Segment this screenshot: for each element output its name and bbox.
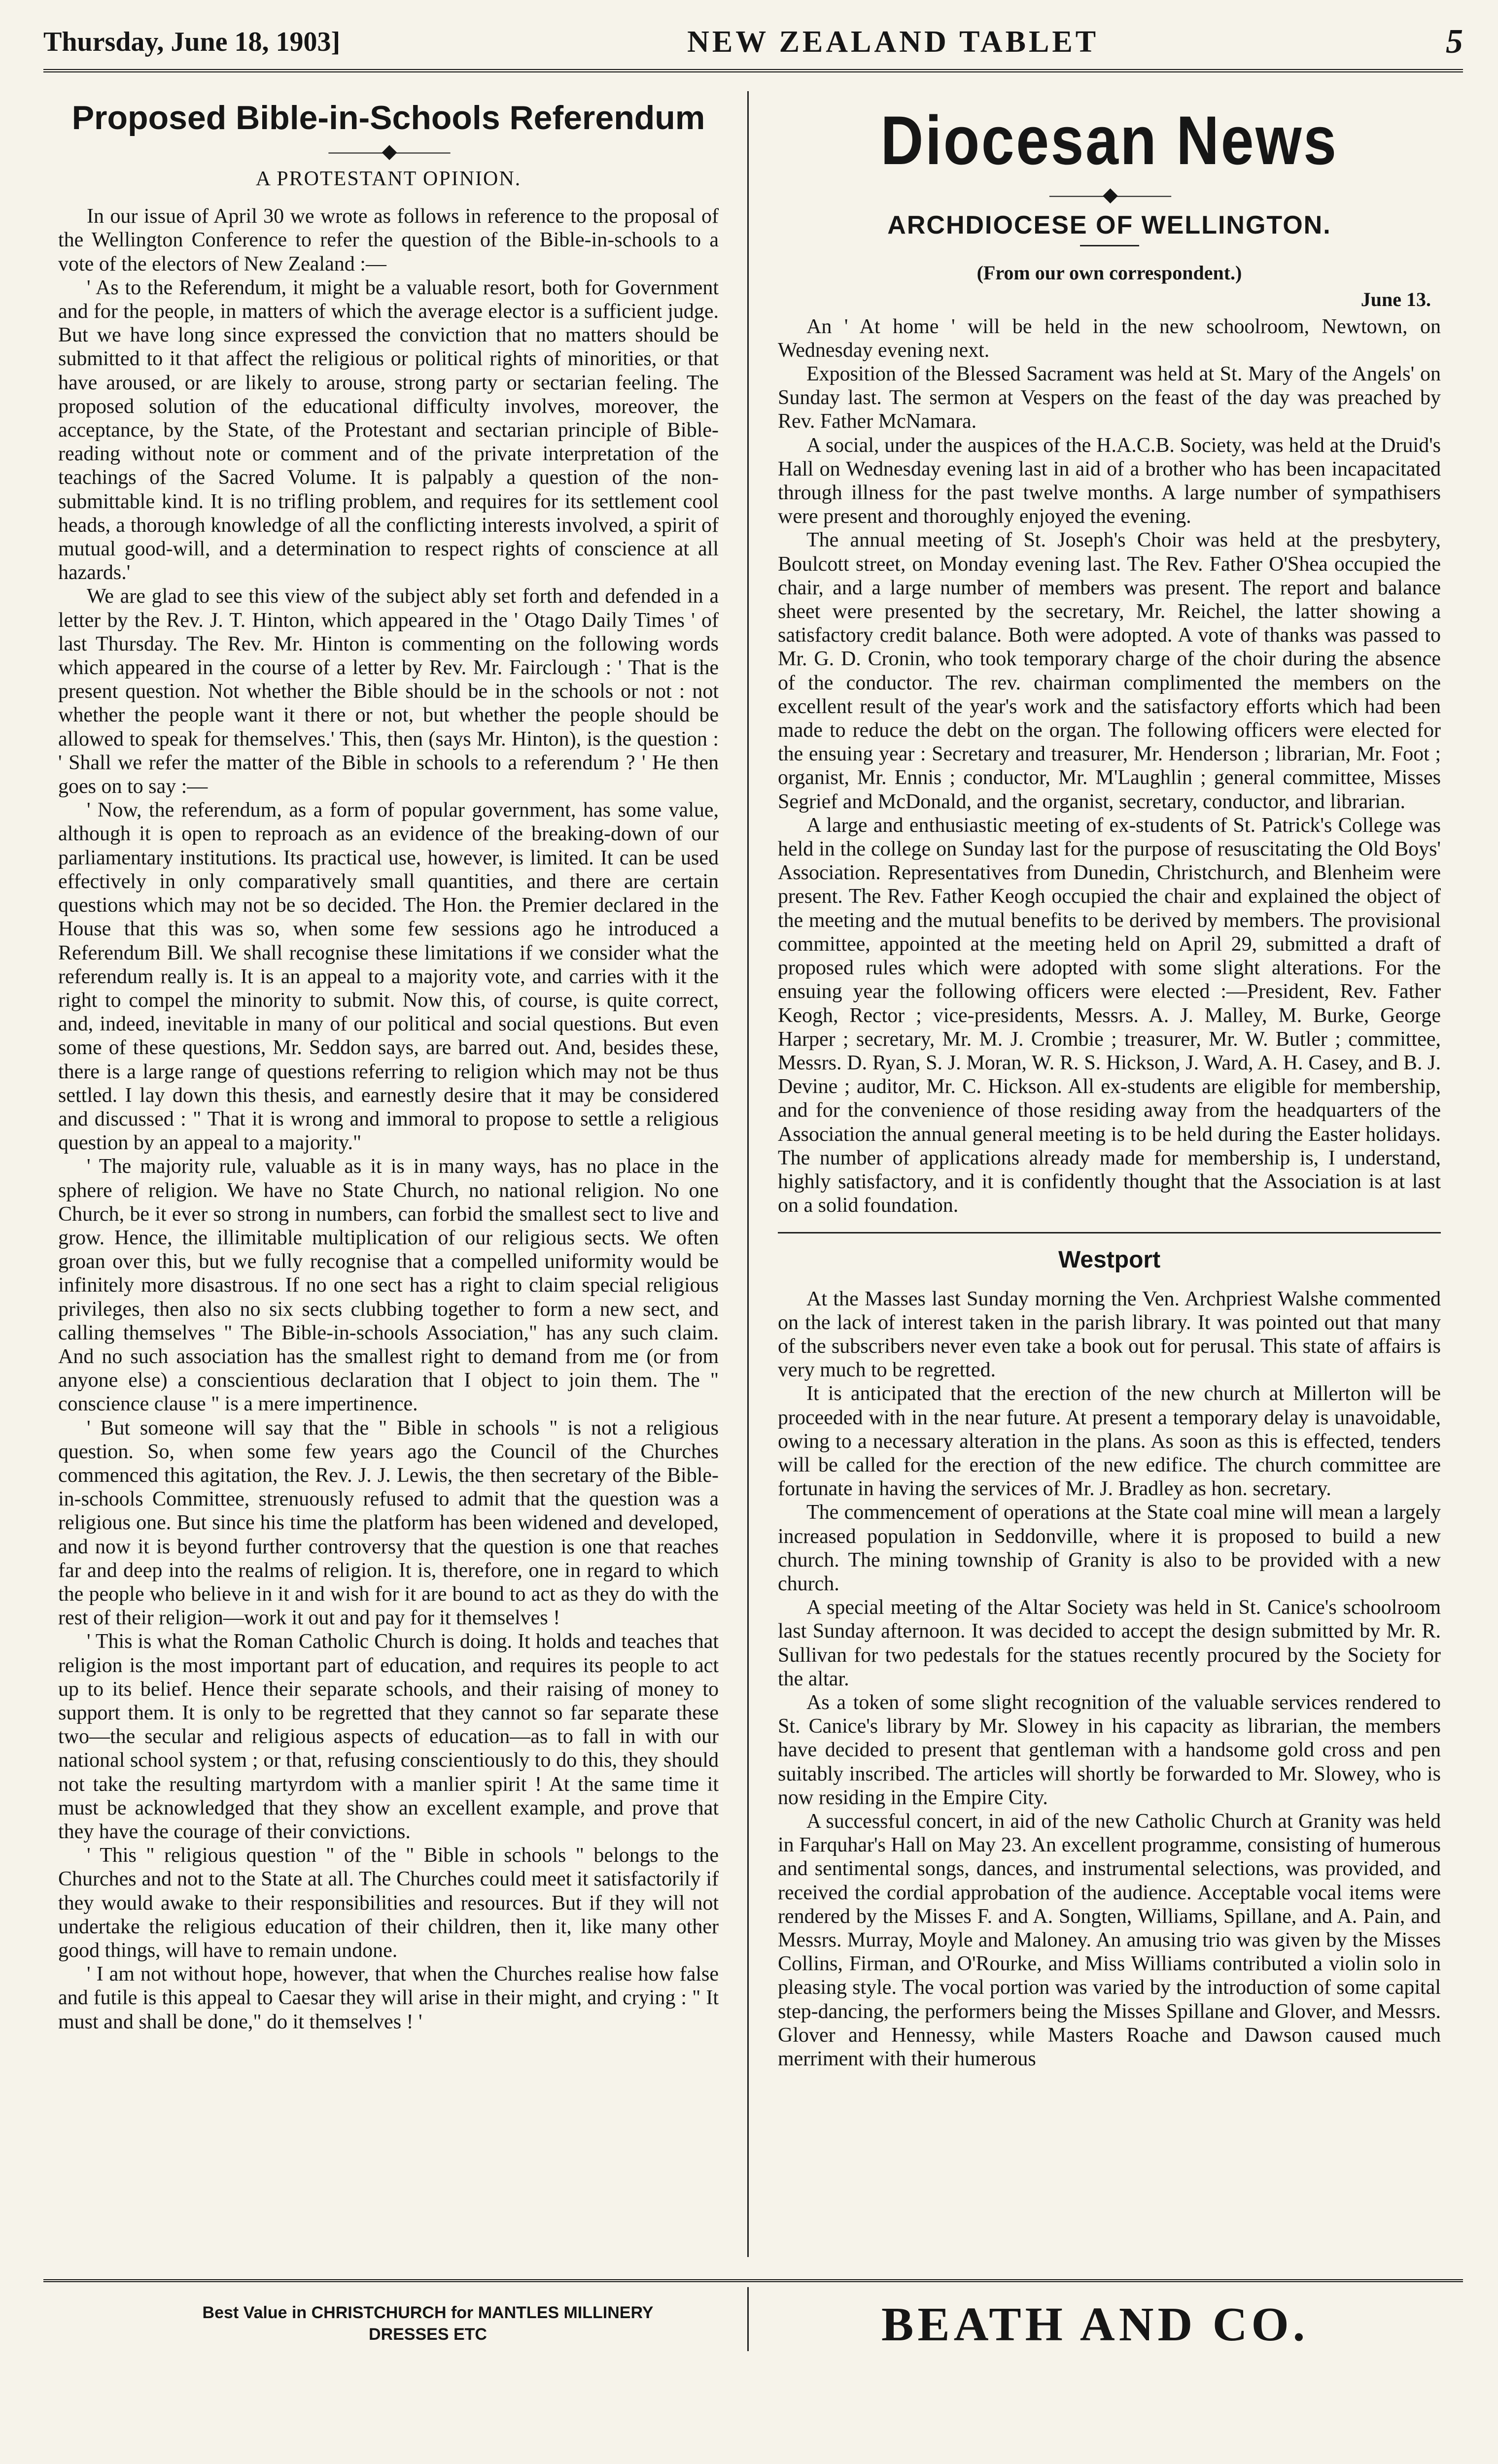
short-rule — [1080, 245, 1139, 246]
byline: (From our own correspondent.) — [976, 262, 1242, 284]
masthead — [43, 15, 1463, 72]
paragraph: The annual meeting of St. Joseph's Choir was held at the presbytery, Boulcott street, on Monday evening last. The Rev. Father O'Shea occupied the chair, and a large number of members was present. The report and balance sheet were presented by the secretary, Mr. Reichel, the latter showing a satisfactory credit balance. Both were adopted. A vote of thanks was passed to Mr. G. D. Cronin, who took temporary charge of the choir during the absence of the conductor. The rev. chairman complimented the members on the excellent result of the year's work and the satisfactory efforts which had been made to reduce the debt on the organ. The following officers were elected for the ensuing year : Secretary and treasurer, Mr. Henderson ; librarian, Mr. Foot ; organist, Mr. Ennis ; conductor, Mr. M'Laughlin ; general committee, Misses Segrief and McDonald, and the organist, secretary, conductor, and librarian. — [778, 529, 1441, 813]
article-headline: Proposed Bible-in-Schools Referendum — [71, 99, 705, 137]
footer-divider — [747, 2287, 749, 2351]
paragraph: The commencement of operations at the State coal mine will mean a largely increased population in Seddonville, where it is proposed to build a new church. The mining township of Granity is also to be provided with a new church. — [778, 1501, 1441, 1595]
paragraph: ' This " religious question " of the " Bible in schools " belongs to the Churches and not to the State at all. The Churches could meet it satisfactorily if they would awake to their responsibilities and resources. But if they will not undertake the religious education of their children, then it, like many other good things, will have to remain undone. — [58, 1844, 719, 1962]
page-number: 5 — [1445, 23, 1463, 61]
paragraph: An ' At home ' will be held in the new schoolroom, Newtown, on Wednesday evening next. — [778, 315, 1441, 362]
paragraph: ' I am not without hope, however, that when the Churches realise how false and futile is this appeal to Caesar they will arise in their might, and crying : " It must and shall be done," do it themselves ! ' — [58, 1963, 719, 2033]
paragraph: It is anticipated that the erection of the new church at Millerton will be proceeded with in the near future. At present a temporary delay is unavoidable, owing to a necessary alteration in the plans. As soon as this is effected, tenders will be called for the erection of the new edifice. The church committee are fortunate in having the services of Mr. J. Bradley as hon. secretary. — [778, 1382, 1441, 1501]
paragraph: ' But someone will say that the " Bible in schools " is not a religious question. So, when some few years ago the Council of the Churches commenced this agitation, the Rev. J. J. Lewis, the then secretary of the Bible-in-schools Committee, strenuously refused to admit that the question was a religious one. But since his time the platform has been widened and developed, and now it is beyond further controversy that the question is one that reaches far and deep into the realms of religion. It is, therefore, one in regard to which the people who believe in it and wish for it are bound to act as they do with the rest of their religion—work it out and pay for it themselves ! — [58, 1416, 719, 1630]
advert-line: Best Value in CHRISTCHURCH for MANTLES MILLINERY — [202, 2303, 654, 2322]
advert-beath: BEATH AND CO. — [881, 2298, 1309, 2351]
paragraph: We are glad to see this view of the subject ably set forth and defended in a letter by the Rev. J. T. Hinton, which appeared in the ' Otago Daily Times ' of last Thursday. The Rev. Mr. Hinton is commenting on the following words which appeared in the course of a letter by Rev. Mr. Fairclough : ' That is the present question. Not whether the Bible should be in the schools or not : not whether the people want it there or not, but whether the people should be allowed to speak for themselves.' This, then (says Mr. Hinton), is the question : ' Shall we refer the matter of the Bible in schools to a referendum ? ' He then goes on to say :— — [58, 585, 719, 798]
column-rule — [747, 91, 749, 2257]
masthead-date: Thursday, June 18, 1903] — [43, 27, 341, 57]
right-column — [778, 91, 1441, 2259]
paragraph: ' Now, the referendum, as a form of popular government, has some value, although it is open to reproach as an evidence of the breaking-down of our parliamentary institutions. Its practical use, however, is limited. It can be used effectively in only comparatively small quantities, and there are certain questions which may not be so decided. The Hon. the Premier declared in the House that this was so, when some few sessions ago he introduced a Referendum Bill. We shall recognise these limitations if we consider what the referendum really is. It is an appeal to a majority vote, and carries with it the right to compel the minority to submit. Now this, of course, is quite correct, and, indeed, inevitable in many of our political and social questions. But even some of these questions, Mr. Seddon says, are barred out. And, besides these, there is a large range of questions referring to religion which may not be thus settled. I lay down this thesis, and earnestly desire that it may be considered and discussed : " That it is wrong and immoral to propose to settle a religious question by an appeal to a majority." — [58, 799, 719, 1155]
paragraph: A successful concert, in aid of the new Catholic Church at Granity was held in Farquhar's Hall on May 23. An excellent programme, consisting of humerous and sentimental songs, dances, and instrumental selections, was provided, and received the cordial approbation of the audience. Acceptable vocal items were rendered by the Misses F. and A. Songten, Williams, Spillane, and A. Pain, and Messrs. Murray, Moyle and Maloney. An amusing trio was given by the Misses Collins, Firman, and O'Rourke, and Miss Williams contributed a violin solo in pleasing style. The vocal portion was varied by the introduction of some capital step-dancing, the performers being the Misses Spillane and Glover, and Messrs. Glover and Hennessy, while Masters Roache and Dawson caused much merriment with their humerous — [778, 1810, 1441, 2071]
masthead-title: NEW ZEALAND TABLET — [687, 25, 1099, 59]
section-heading: ARCHDIOCESE OF WELLINGTON. — [887, 211, 1331, 240]
diocesan-news-headline: Diocesan News — [880, 102, 1338, 179]
paragraph: A social, under the auspices of the H.A.C.B. Society, was held at the Druid's Hall on Wednesday evening last in aid of a brother who has been incapacitated through illness for the past twelve months. A large number of sympathisers were present and thoroughly enjoyed the evening. — [778, 434, 1441, 528]
ornament-divider: ———◆——— — [1049, 183, 1169, 205]
paragraph: ' The majority rule, valuable as it is in many ways, has no place in the sphere of religion. We have no State Church, no national religion. No one Church, be it ever so strong in numbers, can forbid the smallest sect to live and grow. Hence, the illimitable multiplication of our religious sects. We often groan over this, but we fully recognise that a compelled uniformity would be infinitely more disastrous. If no one sect has a right to claim special religious privileges, then also no six sects clubbing together to form a new sect, and calling themselves " The Bible-in-schools Association," has any such claim. And no such association has the smallest right to demand from me (or from anyone else) a conscientious declaration that I object to join them. The " conscience clause " is a mere impertinence. — [58, 1155, 719, 1416]
paragraph: At the Masses last Sunday morning the Ven. Archpriest Walshe commented on the lack of interest taken in the parish library. It was pointed out that many of the subscribers never even take a book out for perusal. This state of affairs is very much to be regretted. — [778, 1287, 1441, 1382]
paragraph: A large and enthusiastic meeting of ex-students of St. Patrick's College was held in the college on Sunday last for the purpose of resuscitating the Old Boys' Association. Representatives from Dunedin, Christchurch, and Blenheim were present. The Rev. Father Keogh occupied the chair and explained the object of the meeting and the mutual benefits to be derived by members. The provisional committee, appointed at the meeting held on April 29, submitted a draft of proposed rules which were adopted with some slight alterations. For the ensuing year the following officers were elected :—President, Rev. Father Keogh, Rector ; vice-presidents, Messrs. A. J. Malley, M. Burke, George Harper ; secretary, Mr. M. J. Crombie ; treasurer, Mr. W. Butler ; committee, Messrs. D. Ryan, S. J. Moran, W. R. S. Hickson, J. Ward, A. H. Casey, and B. J. Devine ; auditor, Mr. C. Hickson. All ex-students are eligible for membership, and for the convenience of those residing away from the headquarters of the Association the annual general meeting is to be held during the Easter holidays. The number of applications already made for membership is, I understand, highly satisfactory, and it is confidently thought that the Association is at last on a solid foundation. — [778, 814, 1441, 1217]
dateline: June 13. — [1360, 288, 1431, 311]
paragraph: A special meeting of the Altar Society was held in St. Canice's schoolroom last Sunday afternoon. It was decided to accept the design submitted by Mr. R. Sullivan for two pedestals for the statues recently procured by the Society for the altar. — [778, 1596, 1441, 1690]
article-subhead: A PROTESTANT OPINION. — [255, 168, 522, 190]
advert-christchurch — [132, 2302, 724, 2345]
paragraph: Exposition of the Blessed Sacrament was held at St. Mary of the Angels' on Sunday last. The sermon at Vespers on the feast of the day was preached by Rev. Father McNamara. — [778, 363, 1441, 433]
paragraph: As a token of some slight recognition of the valuable services rendered to St. Canice's library by Mr. Slowey in his capacity as librarian, the members have decided to present that gentleman with a handsome gold cross and pen suitably inscribed. The articles will shortly be forwarded to Mr. Slowey, who is now residing in the Empire City. — [778, 1691, 1441, 1809]
paragraph: ' This is what the Roman Catholic Church is doing. It holds and teaches that religion is the most important part of education, and requires its people to act up to its belief. Hence their separate schools, and their raising of money to support them. It is only to be regretted that they cannot so far separate these two—the secular and religious aspects of education—as to fall in with our national school system ; or that, refusing conscientiously to do this, they should not take the resulting martyrdom with a manlier spirit ! At the same time it must be acknowledged that they show an excellent example, and prove that they have the courage of their convictions. — [58, 1630, 719, 1844]
advert-line: DRESSES ETC — [369, 2325, 487, 2344]
paragraph: ' As to the Referendum, it might be a valuable resort, both for Government and for the people, in matters of which the average elector is a sufficient judge. But we have long since expressed the conviction that no matters should be submitted to it that affect the religious or political rights of minorities, or that have aroused, or are likely to arouse, strong party or sectarian feeling. The proposed solution of the educational difficulty involves, moreover, the acceptance, by the State, of the Protestant and sectarian principle of Bible-reading without note or comment and of the private interpretation of the teachings of the Sacred Volume. It is palpably a question of the non-submittable kind. It is no trifling problem, and requires for its settlement cool heads, a thorough knowledge of all the conflicting interests involved, a spirit of mutual good-will, and a determination to respect rights of conscience at all hazards.' — [58, 276, 719, 584]
ornament-divider: ———◆——— — [328, 140, 449, 162]
subsection-heading-westport: Westport — [1058, 1247, 1161, 1273]
paragraph: In our issue of April 30 we wrote as follows in reference to the proposal of the Wellington Conference to refer the question of the Bible-in-schools to a vote of the electors of New Zealand :— — [58, 205, 719, 275]
footer-advertisements — [43, 2279, 1463, 2381]
subsection-divider — [778, 1232, 1441, 1272]
left-column — [58, 91, 719, 2259]
